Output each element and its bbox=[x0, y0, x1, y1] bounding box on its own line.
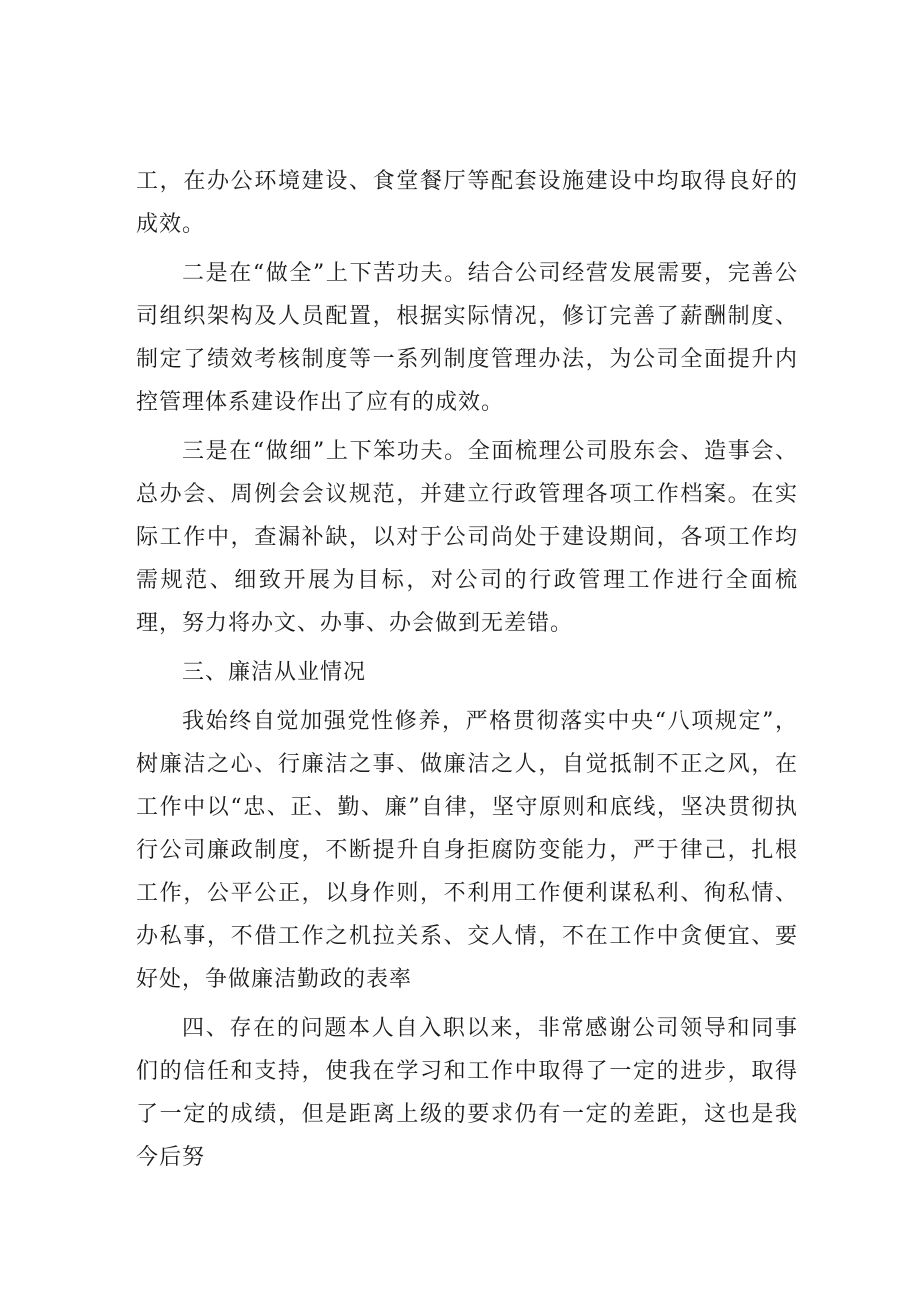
paragraph-point-three: 三是在“做细”上下笨功夫。全面梳理公司股东会、造事会、总办会、周例会会议规范，并建立行政管理各项工作档案。在实际工作中，查漏补缺，以对于公司尚处于建设期间，各项工作均需规范、细致开展为目标，对公司的行政管理工作进行全面梳理，努力将办文、办事、办会做到无差错。 bbox=[136, 439, 798, 636]
paragraph-continuation: 工，在办公环境建设、食堂餐厅等配套设施建设中均取得良好的成效。 bbox=[136, 169, 798, 237]
paragraph-integrity: 我始终自觉加强党性修养，严格贯彻落实中央“八项规定”，树廉洁之心、行廉洁之事、做廉洁之人，自觉抵制不正之风，在工作中以“忠、正、勤、廉”自律，坚守原则和底线，坚决贯彻执行公司廉政制度，不断提升自身拒腐防变能力，严于律己，扎根工作，公平公正，以身作则，不利用工作便利谋私利、徇私情、办私事，不借工作之机拉关系、交人情，不在工作中贪便宜、要好处，争做廉洁勤政的表率 bbox=[136, 709, 798, 992]
document-body bbox=[136, 160, 798, 1185]
paragraph-point-two: 二是在“做全”上下苦功夫。结合公司经营发展需要，完善公司组织架构及人员配置，根据实际情况，修订完善了薪酬制度、制定了绩效考核制度等一系列制度管理办法，为公司全面提升内控管理体系建设作出了应有的成效。 bbox=[136, 261, 798, 415]
section-heading-integrity: 三、廉洁从业情况 bbox=[182, 660, 367, 685]
paragraph-problems: 四、存在的问题本人自入职以来，非常感谢公司领导和同事们的信任和支持，使我在学习和工作中取得了一定的进步，取得了一定的成绩，但是距离上级的要求仍有一定的差距，这也是我今后努 bbox=[136, 1016, 798, 1170]
